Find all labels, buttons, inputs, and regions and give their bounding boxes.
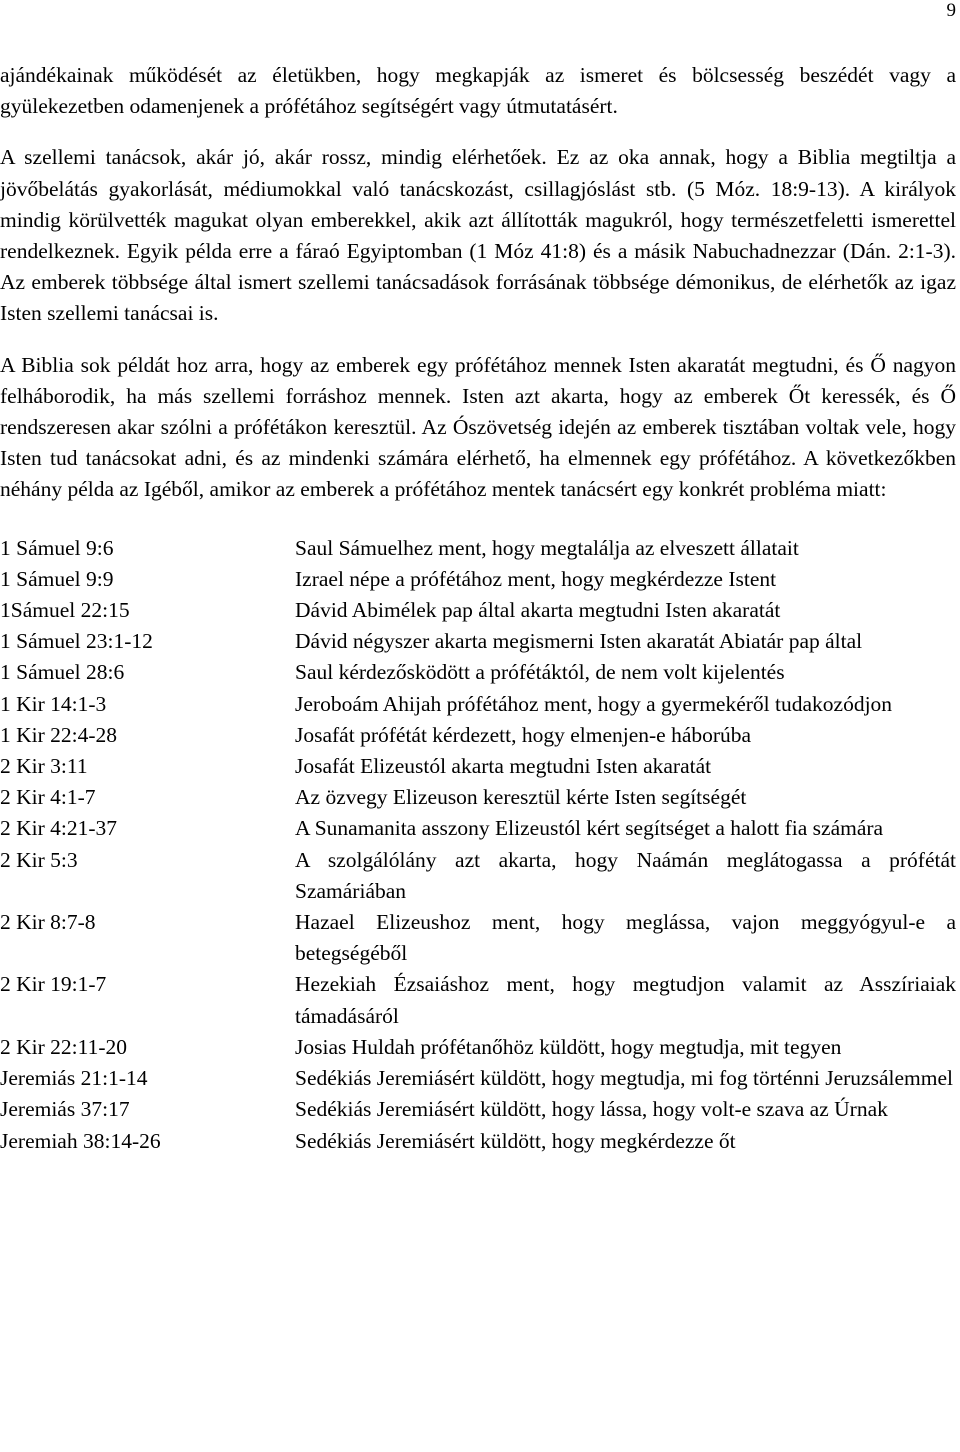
description-cell: Saul Sámuelhez ment, hogy megtalálja az elveszett állatait: [295, 535, 799, 560]
reference-cell: 1 Sámuel 23:1-12: [0, 629, 153, 654]
table-row: [0, 689, 956, 720]
paragraph: ajándékainak működését az életükben, hogy megkapják az ismeret és bölcsesség beszédét vagy a gyülekezetben odamenjenek a prófétához segítségért vagy útmutatásért.: [0, 63, 956, 119]
description-cell: Josias Huldah prófétanőhöz küldött, hogy megtudja, mit tegyen: [295, 1034, 842, 1059]
description-cell: Izrael népe a prófétához ment, hogy megkérdezze Istent: [295, 566, 777, 591]
reference-cell: 2 Kir 19:1-7: [0, 972, 107, 997]
table-row: [0, 595, 956, 626]
reference-cell: 2 Kir 22:11-20: [0, 1034, 127, 1059]
description-cell: Josafát Elizeustól akarta megtudni Isten akaratát: [295, 754, 712, 779]
reference-cell: 1 Sámuel 9:6: [0, 535, 114, 560]
reference-cell: 2 Kir 8:7-8: [0, 910, 96, 935]
description-cell: Sedékiás Jeremiásért küldött, hogy megkérdezze őt: [295, 1128, 736, 1153]
description-cell: Saul kérdezősködött a prófétáktól, de nem volt kijelentés: [295, 660, 785, 685]
reference-cell: Jeremiás 37:17: [0, 1097, 130, 1122]
description-cell: Dávid négyszer akarta megismerni Isten akaratát Abiatár pap által: [295, 629, 863, 654]
reference-cell: 1 Kir 14:1-3: [0, 691, 107, 716]
table-row: [0, 907, 956, 969]
reference-cell: Jeremiás 21:1-14: [0, 1066, 148, 1091]
paragraph: A Biblia sok példát hoz arra, hogy az emberek egy prófétához mennek Isten akaratát megtudni, és Ő nagyon felháborodik, ha más szellemi forráshoz mennek. Isten azt akarta, hogy az emberek Őt keressék, és Ő rendszeresen akar szólni a prófétákon keresztül. Az Ószövetség idején az emberek tisztában voltak vele, hogy Isten tud tanácsokat adni, és az mindenki számára elérhető, ha elmennek egy prófétához. A következőkben néhány példa az Igéből, amikor az emberek a prófétához mentek tanácsért egy konkrét probléma miatt:: [0, 352, 956, 502]
description-cell: Sedékiás Jeremiásért küldött, hogy megtudja, mi fog történni Jeruzsálemmel: [295, 1066, 953, 1091]
reference-cell: 1 Kir 22:4-28: [0, 722, 118, 747]
table-row: [0, 626, 956, 657]
reference-cell: 2 Kir 4:21-37: [0, 816, 118, 841]
description-cell: Josafát prófétát kérdezett, hogy elmenjen-e háborúba: [295, 722, 752, 747]
description-cell: Az özvegy Elizeuson keresztül kérte Isten segítségét: [295, 785, 747, 810]
reference-cell: 1 Sámuel 28:6: [0, 660, 125, 685]
table-row: [0, 813, 956, 844]
reference-cell: 2 Kir 4:1-7: [0, 785, 96, 810]
document-body: [0, 60, 956, 1157]
table-row: [0, 1032, 956, 1063]
description-cell: A szolgálólány azt akarta, hogy Naámán meglátogassa a prófétát Szamáriában: [295, 847, 956, 903]
reference-table: [0, 533, 956, 1157]
table-row: [0, 969, 956, 1031]
table-row: [0, 751, 956, 782]
table-row: [0, 1094, 956, 1125]
table-row: [0, 782, 956, 813]
table-row: [0, 720, 956, 751]
description-cell: Hazael Elizeushoz ment, hogy meglássa, vajon meggyógyul-e a betegségéből: [295, 910, 956, 966]
table-row: [0, 657, 956, 688]
table-row: [0, 533, 956, 564]
reference-cell: 2 Kir 3:11: [0, 754, 88, 779]
description-cell: A Sunamanita asszony Elizeustól kért segítséget a halott fia számára: [295, 816, 884, 841]
table-row: [0, 564, 956, 595]
description-cell: Sedékiás Jeremiásért küldött, hogy lássa, hogy volt-e szava az Úrnak: [295, 1097, 888, 1122]
reference-cell: 1 Sámuel 9:9: [0, 566, 114, 591]
table-row: [0, 1063, 956, 1094]
table-row: [0, 845, 956, 907]
reference-cell: 2 Kir 5:3: [0, 847, 78, 872]
description-cell: Dávid Abimélek pap által akarta megtudni Isten akaratát: [295, 598, 781, 623]
description-cell: Jeroboám Ahijah prófétához ment, hogy a gyermekéről tudakozódjon: [295, 691, 893, 716]
reference-cell: 1Sámuel 22:15: [0, 598, 130, 623]
page-number: 9: [946, 0, 956, 21]
paragraph: A szellemi tanácsok, akár jó, akár rossz, mindig elérhetőek. Ez az oka annak, hogy a Biblia megtiltja a jövőbelátás gyakorlását, médiumokkal való tanácskozást, csillagjóslást stb. (5 Móz. 18:9-13). A királyok mindig körülvették magukat olyan emberekkel, akik azt állították magukról, hogy természetfeletti ismerettel rendelkeznek. Egyik példa erre a fáraó Egyiptomban (1 Móz 41:8) és a másik Nabuchadnezzar (Dán. 2:1-3). Az emberek többsége által ismert szellemi tanácsadások forrásának többsége démonikus, de elérhetők az igaz Isten szellemi tanácsai is.: [0, 145, 956, 326]
description-cell: Hezekiah Ézsaiáshoz ment, hogy megtudjon valamit az Asszíriaiak támadásáról: [295, 972, 956, 1028]
reference-cell: Jeremiah 38:14-26: [0, 1128, 161, 1153]
table-row: [0, 1126, 956, 1157]
